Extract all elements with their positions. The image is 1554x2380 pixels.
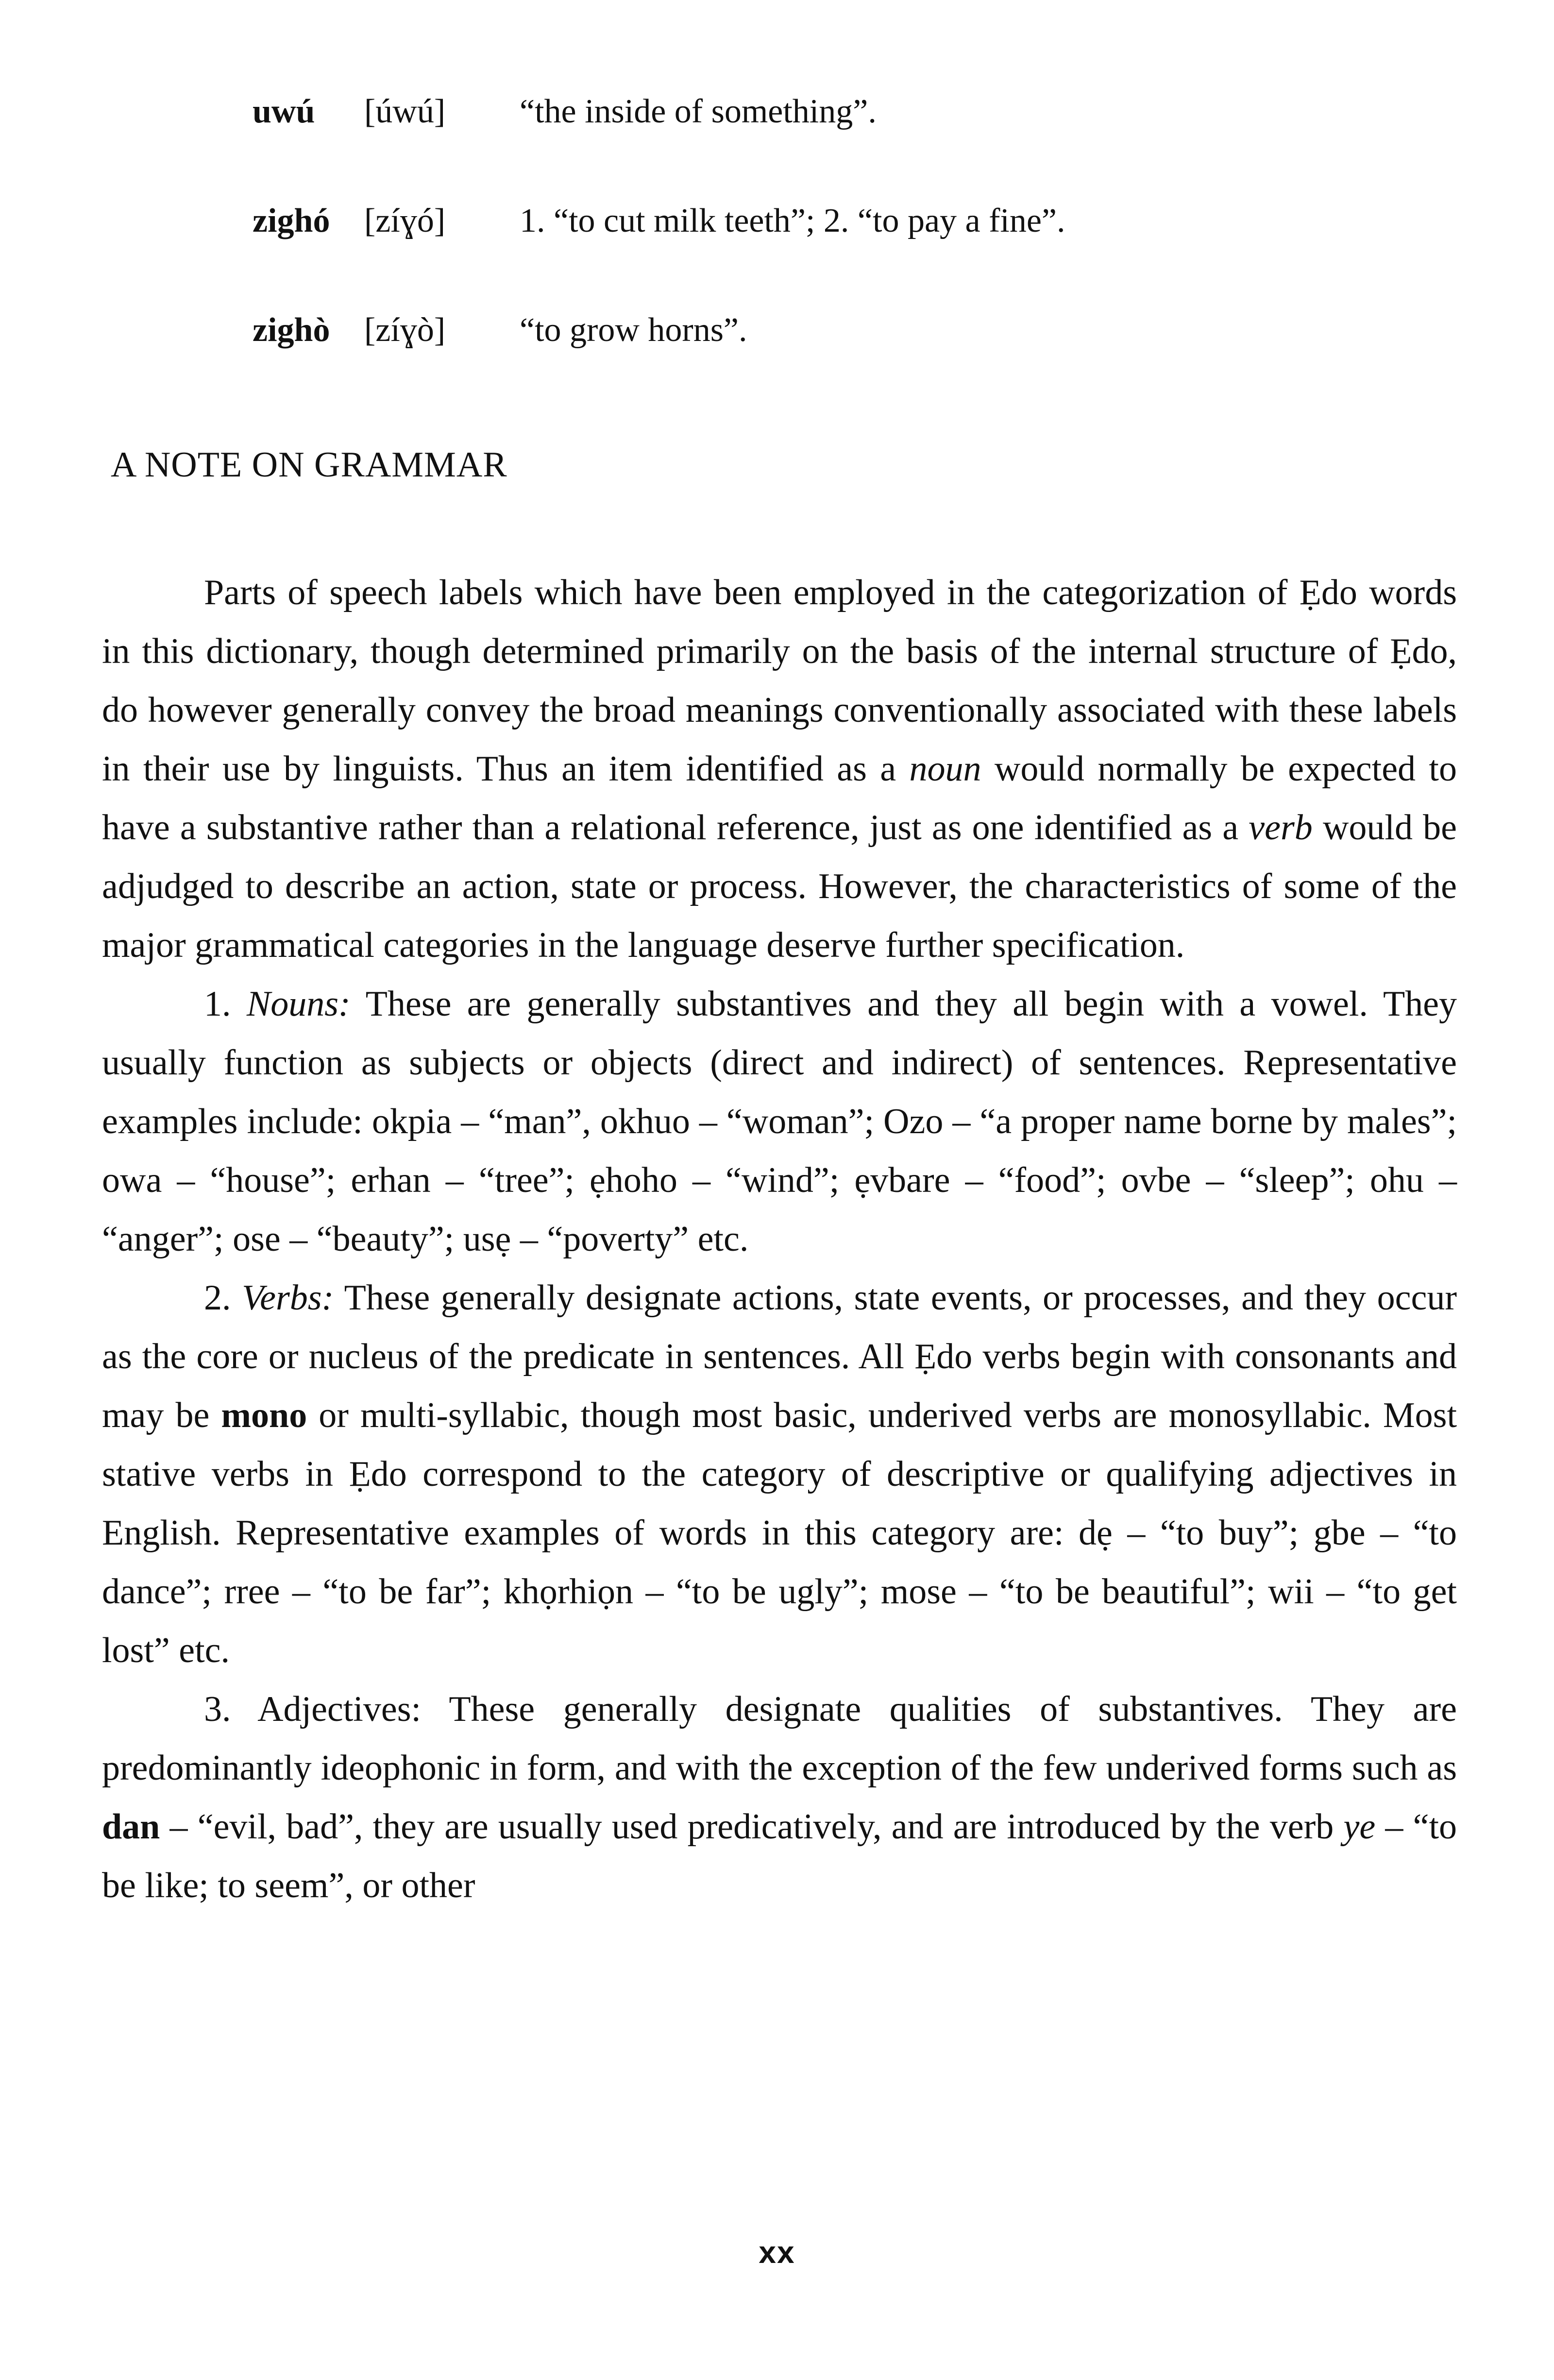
entry-headword: uwú: [253, 93, 315, 130]
entry-transcription: [zíɣó]: [364, 202, 446, 239]
entry-gloss: “the inside of something”.: [520, 93, 877, 130]
dictionary-entry: [253, 313, 1065, 423]
intro-text-mid: would normally be expected to have a substantive rather than a relational reference, just as one identified as a: [102, 749, 1457, 848]
intro-verb-term: verb: [1249, 808, 1313, 848]
dictionary-entry: [253, 95, 1065, 204]
adjectives-dan-term: dan: [102, 1807, 160, 1847]
nouns-paragraph: [102, 975, 1457, 1269]
entry-transcription: [zíɣò]: [364, 311, 446, 349]
intro-paragraph: [102, 563, 1457, 975]
verbs-paragraph: [102, 1269, 1457, 1680]
dictionary-entries: [253, 95, 1065, 423]
verbs-number: 2.: [204, 1278, 231, 1318]
adjectives-ye-term: ye: [1343, 1807, 1376, 1847]
adjectives-text: These generally designate qualities of substantives. They are predominantly ideophonic in form, and with the exception of the few underived forms such as: [102, 1689, 1457, 1788]
adjectives-text-end: – “to be like; to seem”, or other: [102, 1807, 1457, 1905]
verbs-mono-term: mono: [221, 1395, 307, 1435]
adjectives-paragraph: [102, 1680, 1457, 1915]
nouns-text: These are generally substantives and they all begin with a vowel. They usually function as subjects or objects (direct and indirect) of sentences. Representative examples include: okpia – “man”, okhuo – “woman”; Ozo – “a proper name borne by males”; owa – “house”; erhan – “tree”; ẹhoho – “wind”; ẹvbare – “food”; ovbe – “sleep”; ohu – “anger”; ose – “beauty”; usẹ – “poverty” etc.: [102, 984, 1457, 1259]
entry-gloss: 1. “to cut milk teeth”; 2. “to pay a fine”.: [520, 202, 1065, 239]
intro-noun-term: noun: [909, 749, 981, 789]
entry-headword: zighó: [253, 202, 330, 239]
page-number: xx: [759, 2235, 795, 2270]
verbs-text-rest: or multi-syllabic, though most basic, underived verbs are monosyllabic. Most stative verbs in Ẹdo correspond to the category of descriptive or qualifying adjectives in English. Representative examples of words in this category are: dẹ – “to buy”; gbe – “to dance”; rree – “to be far”; khọrhiọn – “to be ugly”; mose – “to be beautiful”; wii – “to get lost” etc.: [102, 1395, 1457, 1670]
entry-transcription: [úwú]: [364, 93, 446, 130]
entry-gloss: “to grow horns”.: [520, 311, 747, 349]
intro-text: Parts of speech labels which have been employed in the categorization of Ẹdo words in this dictionary, though determined primarily on the basis of the internal structure of Ẹdo, do however generally convey the broad meanings conventionally associated with these labels in their use by linguists. Thus an item identified as a: [102, 573, 1457, 789]
section-heading: A NOTE ON GRAMMAR: [111, 445, 507, 485]
verbs-text: These generally designate actions, state events, or processes, and they occur as the core or nucleus of the predicate in sentences. All Ẹdo verbs begin with consonants and may be: [102, 1278, 1457, 1435]
nouns-number: 1.: [204, 984, 231, 1024]
adjectives-text-mid: – “evil, bad”, they are usually used predicatively, and are introduced by the verb: [169, 1807, 1334, 1847]
body-text: [102, 563, 1457, 1915]
intro-text-end: would be adjudged to describe an action, state or process. However, the characteristics of some of the major grammatical categories in the language deserve further specification.: [102, 808, 1457, 965]
entry-headword: zighò: [253, 311, 330, 349]
adjectives-label: Adjectives:: [257, 1689, 422, 1729]
verbs-label: Verbs:: [242, 1278, 334, 1318]
dictionary-entry: [253, 204, 1065, 313]
nouns-label: Nouns:: [246, 984, 351, 1024]
adjectives-number: 3.: [204, 1689, 231, 1729]
